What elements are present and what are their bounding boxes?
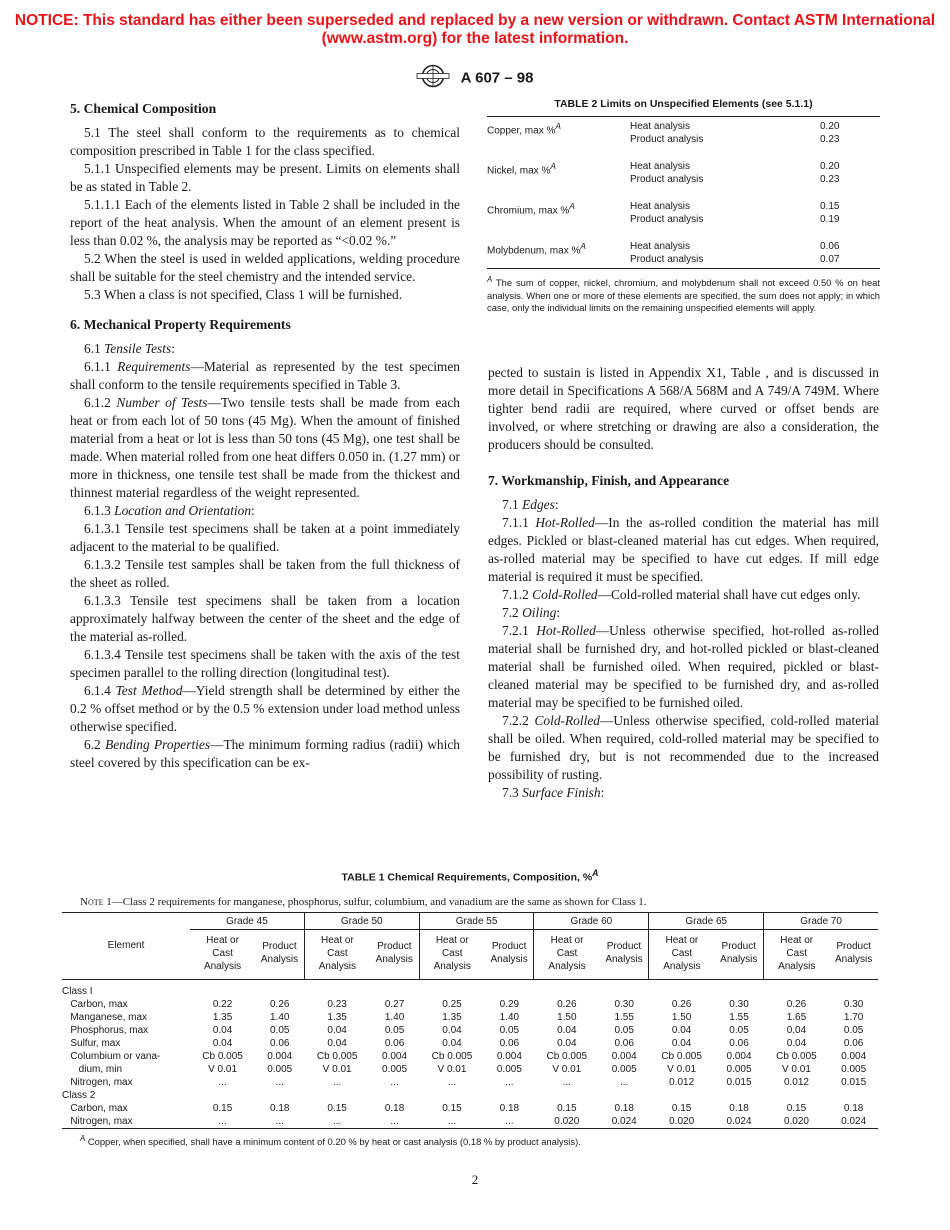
table-1-grid bbox=[62, 912, 878, 1129]
value-cell: 0.005 bbox=[726, 1063, 752, 1075]
value-cell bbox=[829, 1089, 878, 1102]
right-column bbox=[488, 364, 879, 802]
value-cell: 0.30 bbox=[843, 998, 864, 1010]
grade-header: Grade 45 bbox=[190, 912, 304, 929]
value-cell: 1.35 bbox=[212, 1011, 233, 1023]
table-1-row bbox=[62, 979, 878, 998]
value-cell bbox=[600, 979, 649, 998]
value-cell: ... bbox=[562, 1076, 571, 1088]
value-cell: 1.55 bbox=[614, 1011, 634, 1023]
footnote-mark: A bbox=[569, 201, 575, 211]
value-cell: 0.05 bbox=[384, 1024, 405, 1036]
para-6-2-cont: pected to sustain is listed in Appendix X1, Table , and is discussed in more detail in Specifications A 568/A 568M and A 749/A 749M. Where tighter bend radii are required, where curved or offset bends are involved, or where stretching or drawing are also a consideration, the producers should be consulted. bbox=[488, 365, 879, 452]
left-column bbox=[70, 100, 460, 772]
analysis-type: Product analysis bbox=[630, 254, 704, 265]
value-cell: 0.020 bbox=[669, 1115, 695, 1127]
limit-value: 0.06 bbox=[820, 241, 840, 252]
table-1-row bbox=[62, 1050, 878, 1063]
analysis-cell bbox=[630, 146, 820, 186]
value-cell: 1.65 bbox=[786, 1011, 807, 1023]
value-cell: 0.18 bbox=[729, 1102, 749, 1114]
value-cell bbox=[255, 979, 304, 998]
table-1-note: Note 1—Class 2 requirements for manganese, phosphorus, sulfur, columbium, and vanadium are the same as shown for Class 1. bbox=[80, 895, 647, 908]
value-cell: ... bbox=[620, 1076, 629, 1088]
product-analysis-header: Product Analysis bbox=[255, 929, 304, 979]
table-1-row bbox=[62, 1024, 878, 1037]
table-1-row bbox=[62, 1115, 878, 1129]
grade-header-row bbox=[62, 912, 878, 929]
value-cell: 1.35 bbox=[327, 1011, 347, 1023]
value-cell: ... bbox=[332, 1115, 342, 1127]
grade-header: Grade 60 bbox=[534, 912, 649, 929]
value-cell: 1.40 bbox=[269, 1011, 290, 1023]
value-cell: 1.50 bbox=[557, 1011, 577, 1023]
element-name: Chromium, max % bbox=[487, 205, 570, 217]
value-cell: 0.06 bbox=[269, 1037, 290, 1049]
value-cell bbox=[485, 1089, 534, 1102]
value-cell: 0.06 bbox=[614, 1037, 634, 1049]
value-cell: 0.18 bbox=[269, 1102, 290, 1114]
value-cell: 0.015 bbox=[726, 1076, 752, 1088]
value-cell: 0.005 bbox=[496, 1063, 522, 1075]
section-7-heading: 7. Workmanship, Finish, and Appearance bbox=[488, 473, 730, 488]
value-cell: 1.50 bbox=[671, 1011, 692, 1023]
value-cell: 0.18 bbox=[499, 1102, 520, 1114]
limit-cell bbox=[820, 146, 880, 186]
analysis-type: Product analysis bbox=[630, 174, 704, 185]
value-cell bbox=[764, 979, 830, 998]
value-cell: 0.04 bbox=[786, 1024, 807, 1036]
value-cell: 0.06 bbox=[499, 1037, 520, 1049]
para-7-3: 7.3 Surface Finish: bbox=[502, 785, 605, 800]
value-cell: 0.04 bbox=[442, 1024, 462, 1036]
para-7-2: 7.2 Oiling: bbox=[502, 605, 561, 620]
value-cell: ... bbox=[332, 1076, 342, 1088]
value-cell: 0.15 bbox=[671, 1102, 692, 1114]
value-cell: 0.04 bbox=[671, 1037, 692, 1049]
section-5-heading: 5. Chemical Composition bbox=[70, 101, 217, 116]
para-5-1-1-1: 5.1.1.1 Each of the elements listed in Table 2 shall be included in the report of the heat analysis. When the amount of an element present is less than 0.02 %, the analysis may be reported as “<0.02 %.” bbox=[70, 197, 460, 248]
grade-header: Grade 70 bbox=[764, 912, 878, 929]
limit-value: 0.15 bbox=[820, 201, 840, 212]
value-cell: V 0.01 bbox=[667, 1063, 697, 1075]
product-analysis-header: Product Analysis bbox=[829, 929, 878, 979]
row-label: Class I bbox=[62, 985, 93, 997]
value-cell: ... bbox=[390, 1076, 399, 1088]
table-2-row bbox=[487, 117, 880, 147]
value-cell bbox=[714, 979, 763, 998]
row-label: Nitrogen, max bbox=[62, 1076, 133, 1088]
value-cell: 0.05 bbox=[269, 1024, 290, 1036]
value-cell: 0.05 bbox=[729, 1024, 749, 1036]
astm-logo-icon bbox=[416, 64, 450, 92]
value-cell: 0.05 bbox=[843, 1024, 864, 1036]
value-cell: 1.40 bbox=[384, 1011, 405, 1023]
para-6-1-3-3: 6.1.3.3 Tensile test specimens shall be taken from a location approximately halfway between the center of the sheet and the edge of the material as-rolled. bbox=[70, 593, 460, 644]
value-cell: 0.15 bbox=[557, 1102, 577, 1114]
limit-value: 0.23 bbox=[820, 134, 840, 145]
element-name: Molybdenum, max % bbox=[487, 245, 581, 257]
value-cell bbox=[190, 979, 255, 998]
designation: A 607 – 98 bbox=[460, 69, 534, 87]
value-cell: 0.04 bbox=[786, 1037, 807, 1049]
element-name: Nickel, max % bbox=[487, 165, 551, 177]
heat-analysis-header: Heat or Cast Analysis bbox=[764, 929, 830, 979]
value-cell: 1.40 bbox=[499, 1011, 520, 1023]
value-cell: ... bbox=[218, 1076, 227, 1088]
table-1-row bbox=[62, 998, 878, 1011]
value-cell bbox=[370, 979, 419, 998]
value-cell: 0.15 bbox=[786, 1102, 807, 1114]
value-cell: ... bbox=[505, 1076, 514, 1088]
value-cell: V 0.01 bbox=[781, 1063, 811, 1075]
para-6-1-1: 6.1.1 Requirements—Material as represented by the test specimen shall conform to the tensile requirements specified in Table 3. bbox=[70, 359, 460, 392]
limit-cell bbox=[820, 117, 880, 147]
value-cell: 0.04 bbox=[671, 1024, 692, 1036]
product-analysis-header: Product Analysis bbox=[600, 929, 649, 979]
value-cell: ... bbox=[275, 1115, 284, 1127]
document-header bbox=[0, 64, 950, 92]
analysis-cell bbox=[630, 117, 820, 147]
value-cell bbox=[600, 1089, 649, 1102]
table-1-row bbox=[62, 1076, 878, 1089]
value-cell: 0.18 bbox=[843, 1102, 864, 1114]
value-cell: 0.06 bbox=[729, 1037, 749, 1049]
value-cell: 0.004 bbox=[267, 1050, 293, 1062]
value-cell: 0.005 bbox=[611, 1063, 637, 1075]
analysis-type: Heat analysis bbox=[630, 241, 691, 252]
analysis-type: Product analysis bbox=[630, 134, 704, 145]
table-2 bbox=[487, 98, 880, 315]
value-cell: Cb 0.005 bbox=[546, 1050, 588, 1062]
value-cell: 0.06 bbox=[384, 1037, 405, 1049]
value-cell: 0.04 bbox=[557, 1024, 577, 1036]
table-1 bbox=[62, 868, 878, 1147]
para-6-1-3-2: 6.1.3.2 Tensile test samples shall be taken from the full thickness of the sheet as rolled. bbox=[70, 557, 460, 590]
limit-value: 0.19 bbox=[820, 214, 840, 225]
element-header: Element bbox=[62, 912, 190, 979]
para-7-2-2: 7.2.2 Cold-Rolled—Unless otherwise specified, cold-rolled material shall be oiled. When required, cold-rolled material may be specified to be furnished dry, but is not recommended due to the increased possibility of rusting. bbox=[488, 713, 879, 782]
para-7-1-2: 7.1.2 Cold-Rolled—Cold-rolled material shall have cut edges only. bbox=[502, 587, 861, 602]
value-cell: 0.18 bbox=[614, 1102, 634, 1114]
para-5-1: 5.1 The steel shall conform to the requirements as to chemical composition prescribed in Table 1 for the class specified. bbox=[70, 125, 460, 158]
value-cell bbox=[304, 979, 370, 998]
footnote-mark: A bbox=[555, 121, 561, 131]
value-cell bbox=[370, 1089, 419, 1102]
value-cell: V 0.01 bbox=[322, 1063, 352, 1075]
value-cell: 0.26 bbox=[557, 998, 577, 1010]
value-cell bbox=[649, 979, 715, 998]
table-2-caption: TABLE 2 Limits on Unspecified Elements (see 5.1.1) bbox=[554, 98, 813, 110]
para-7-1: 7.1 Edges: bbox=[502, 497, 559, 512]
row-label: Phosphorus, max bbox=[62, 1024, 149, 1036]
value-cell bbox=[829, 979, 878, 998]
grade-header: Grade 55 bbox=[419, 912, 534, 929]
limit-cell bbox=[820, 186, 880, 226]
value-cell: 0.005 bbox=[382, 1063, 408, 1075]
value-cell: 1.70 bbox=[843, 1011, 864, 1023]
table-1-row bbox=[62, 1037, 878, 1050]
row-label: dium, min bbox=[62, 1063, 123, 1075]
element-cell bbox=[487, 186, 630, 226]
analysis-cell bbox=[630, 186, 820, 226]
row-label: Nitrogen, max bbox=[62, 1115, 133, 1127]
row-label: Carbon, max bbox=[62, 998, 128, 1010]
value-cell: 0.04 bbox=[212, 1037, 233, 1049]
table-1-caption: TABLE 1 Chemical Requirements, Composition, %$^A$ bbox=[341, 868, 599, 884]
value-cell: 0.020 bbox=[554, 1115, 580, 1127]
limit-cell bbox=[820, 226, 880, 269]
para-6-1-3: 6.1.3 Location and Orientation: bbox=[84, 503, 255, 518]
table-1-footnote: $^A$ Copper, when specified, shall have a minimum content of 0.20 % by heat or cast analysis (0.18 % by product analysis). bbox=[80, 1133, 581, 1147]
value-cell: ... bbox=[505, 1115, 514, 1127]
heat-analysis-header: Heat or Cast Analysis bbox=[190, 929, 255, 979]
heat-analysis-header: Heat or Cast Analysis bbox=[649, 929, 715, 979]
value-cell: ... bbox=[275, 1076, 284, 1088]
value-cell: Cb 0.005 bbox=[661, 1050, 702, 1062]
para-6-2: 6.2 Bending Properties—The minimum forming radius (radii) which steel covered by this specification can be ex- bbox=[70, 737, 460, 770]
value-cell: ... bbox=[447, 1115, 457, 1127]
table-2-row bbox=[487, 226, 880, 269]
value-cell: 0.005 bbox=[841, 1063, 867, 1075]
value-cell: 0.024 bbox=[841, 1115, 867, 1127]
value-cell: V 0.01 bbox=[208, 1063, 238, 1075]
grade-header: Grade 65 bbox=[649, 912, 764, 929]
value-cell: 0.012 bbox=[783, 1076, 809, 1088]
row-label: Class 2 bbox=[62, 1089, 96, 1101]
value-cell: V 0.01 bbox=[437, 1063, 467, 1075]
product-analysis-header: Product Analysis bbox=[370, 929, 419, 979]
element-cell bbox=[487, 146, 630, 186]
value-cell: 0.30 bbox=[614, 998, 634, 1010]
value-cell: 0.26 bbox=[786, 998, 807, 1010]
value-cell: V 0.01 bbox=[552, 1063, 582, 1075]
table-2-row bbox=[487, 146, 880, 186]
value-cell: 1.35 bbox=[442, 1011, 462, 1023]
value-cell: 0.020 bbox=[783, 1115, 809, 1127]
grade-header: Grade 50 bbox=[304, 912, 419, 929]
value-cell bbox=[419, 979, 485, 998]
value-cell: 1.55 bbox=[729, 1011, 749, 1023]
value-cell bbox=[190, 1089, 255, 1102]
para-7-1-1: 7.1.1 Hot-Rolled—In the as-rolled condition the material has mill edges. Pickled or blast-cleaned material has cut edges. When required, as-rolled material may be specified to have cut edges. If mill edge material is required it must be specified. bbox=[488, 515, 879, 584]
value-cell: 0.005 bbox=[267, 1063, 293, 1075]
value-cell bbox=[485, 979, 534, 998]
para-5-2: 5.2 When the steel is used in welded applications, welding procedure shall be suitable for the steel chemistry and the intended service. bbox=[70, 251, 460, 284]
value-cell: 0.30 bbox=[729, 998, 749, 1010]
value-cell: 0.06 bbox=[843, 1037, 864, 1049]
analysis-type: Product analysis bbox=[630, 214, 704, 225]
value-cell: ... bbox=[447, 1076, 457, 1088]
heat-analysis-header: Heat or Cast Analysis bbox=[534, 929, 600, 979]
para-7-2-1: 7.2.1 Hot-Rolled—Unless otherwise specified, hot-rolled as-rolled material shall be furnished dry, and hot-rolled pickled or blast-cleaned material shall be furnished oiled. When required, pickled or blast-cleaned material may be specified to be furnished dry, and as-rolled material may be specified to be furnished oiled. bbox=[488, 623, 879, 710]
value-cell bbox=[534, 1089, 600, 1102]
page-number: 2 bbox=[471, 1172, 479, 1187]
footnote-mark: A bbox=[550, 161, 556, 171]
row-label: Manganese, max bbox=[62, 1011, 148, 1023]
analysis-type: Heat analysis bbox=[630, 201, 691, 212]
heat-analysis-header: Heat or Cast Analysis bbox=[304, 929, 370, 979]
notice-banner: NOTICE: This standard has either been superseded and replaced by a new version or withdrawn. Contact ASTM International (www.astm.org) for the latest information. bbox=[14, 12, 936, 47]
analysis-type: Heat analysis bbox=[630, 161, 691, 172]
element-name: Copper, max % bbox=[487, 125, 556, 137]
analysis-cell bbox=[630, 226, 820, 269]
value-cell: 0.26 bbox=[671, 998, 692, 1010]
value-cell: 0.29 bbox=[499, 998, 520, 1010]
table-2-row bbox=[487, 186, 880, 226]
value-cell: 0.004 bbox=[726, 1050, 752, 1062]
value-cell: Cb 0.005 bbox=[431, 1050, 473, 1062]
footnote-mark: A bbox=[580, 241, 586, 251]
value-cell bbox=[649, 1089, 715, 1102]
section-6-heading: 6. Mechanical Property Requirements bbox=[70, 317, 291, 332]
element-cell bbox=[487, 226, 630, 269]
value-cell: 0.15 bbox=[442, 1102, 462, 1114]
table-1-row bbox=[62, 1063, 878, 1076]
para-6-1-4: 6.1.4 Test Method—Yield strength shall be determined by either the 0.2 % offset method or by the 0.5 % extension under load method unless otherwise specified. bbox=[70, 683, 460, 734]
value-cell: 0.05 bbox=[499, 1024, 520, 1036]
value-cell: 0.27 bbox=[384, 998, 405, 1010]
value-cell: 0.04 bbox=[442, 1037, 462, 1049]
value-cell bbox=[419, 1089, 485, 1102]
value-cell: 0.004 bbox=[611, 1050, 637, 1062]
limit-value: 0.20 bbox=[820, 161, 840, 172]
value-cell: 0.23 bbox=[327, 998, 347, 1010]
para-6-1-3-1: 6.1.3.1 Tensile test specimens shall be taken at a point immediately adjacent to the material to be qualified. bbox=[70, 521, 460, 554]
heat-analysis-header: Heat or Cast Analysis bbox=[419, 929, 485, 979]
value-cell bbox=[714, 1089, 763, 1102]
value-cell: 0.18 bbox=[384, 1102, 405, 1114]
value-cell: 0.024 bbox=[611, 1115, 637, 1127]
value-cell: ... bbox=[218, 1115, 227, 1127]
value-cell: 0.15 bbox=[327, 1102, 347, 1114]
limit-value: 0.20 bbox=[820, 121, 840, 132]
row-label: Columbium or vana- bbox=[62, 1050, 161, 1062]
table-2-footnote: $^A$ The sum of copper, nickel, chromium, and molybdenum shall not exceed 0.50 % on heat analysis. When one or more of these elements are specified, the sum does not apply; in which case, only the individual limits on the remaining unspecified elements will apply. bbox=[487, 275, 880, 314]
value-cell: Cb 0.005 bbox=[776, 1050, 817, 1062]
product-analysis-header: Product Analysis bbox=[714, 929, 763, 979]
para-5-3: 5.3 When a class is not specified, Class 1 will be furnished. bbox=[84, 287, 403, 302]
value-cell bbox=[304, 1089, 370, 1102]
value-cell: 0.04 bbox=[327, 1037, 347, 1049]
value-cell: 0.15 bbox=[212, 1102, 233, 1114]
row-label: Sulfur, max bbox=[62, 1037, 121, 1049]
element-cell bbox=[487, 117, 630, 147]
value-cell: 0.26 bbox=[269, 998, 290, 1010]
table-1-row bbox=[62, 1102, 878, 1115]
value-cell: 0.004 bbox=[496, 1050, 522, 1062]
value-cell: 0.004 bbox=[841, 1050, 867, 1062]
para-6-1-3-4: 6.1.3.4 Tensile test specimens shall be taken with the axis of the test specimen parallel to the rolling direction (longitudinal test). bbox=[70, 647, 460, 680]
limit-value: 0.07 bbox=[820, 254, 840, 265]
para-6-1: 6.1 Tensile Tests: bbox=[84, 341, 175, 356]
value-cell: 0.04 bbox=[212, 1024, 233, 1036]
value-cell: 0.004 bbox=[382, 1050, 408, 1062]
value-cell: 0.25 bbox=[442, 998, 462, 1010]
value-cell: 0.015 bbox=[841, 1076, 867, 1088]
table-2-grid bbox=[487, 116, 880, 269]
value-cell: 0.024 bbox=[726, 1115, 752, 1127]
value-cell bbox=[764, 1089, 830, 1102]
value-cell bbox=[534, 979, 600, 998]
value-cell bbox=[255, 1089, 304, 1102]
para-6-1-2: 6.1.2 Number of Tests—Two tensile tests shall be made from each heat or from each lot of 50 tons (45 Mg). When the amount of finished material from a heat or lot is less than 50 tons (45 Mg), one test shall be made. When material rolled from one heat differs 0.050 in. (1.27 mm) or more in thickness, one tensile test shall be made from the thickest and thinnest material regardless of the weight represented. bbox=[70, 395, 460, 500]
product-analysis-header: Product Analysis bbox=[485, 929, 534, 979]
value-cell: 0.22 bbox=[212, 998, 233, 1010]
table-1-row bbox=[62, 1089, 878, 1102]
row-label: Carbon, max bbox=[62, 1102, 128, 1114]
analysis-type: Heat analysis bbox=[630, 121, 691, 132]
value-cell: Cb 0.005 bbox=[202, 1050, 243, 1062]
value-cell: Cb 0.005 bbox=[316, 1050, 358, 1062]
para-5-1-1: 5.1.1 Unspecified elements may be present. Limits on elements shall be as stated in Table 2. bbox=[70, 161, 460, 194]
value-cell: 0.012 bbox=[669, 1076, 695, 1088]
table-1-row bbox=[62, 1011, 878, 1024]
limit-value: 0.23 bbox=[820, 174, 840, 185]
value-cell: ... bbox=[390, 1115, 399, 1127]
value-cell: 0.04 bbox=[557, 1037, 577, 1049]
value-cell: 0.05 bbox=[614, 1024, 634, 1036]
value-cell: 0.04 bbox=[327, 1024, 347, 1036]
